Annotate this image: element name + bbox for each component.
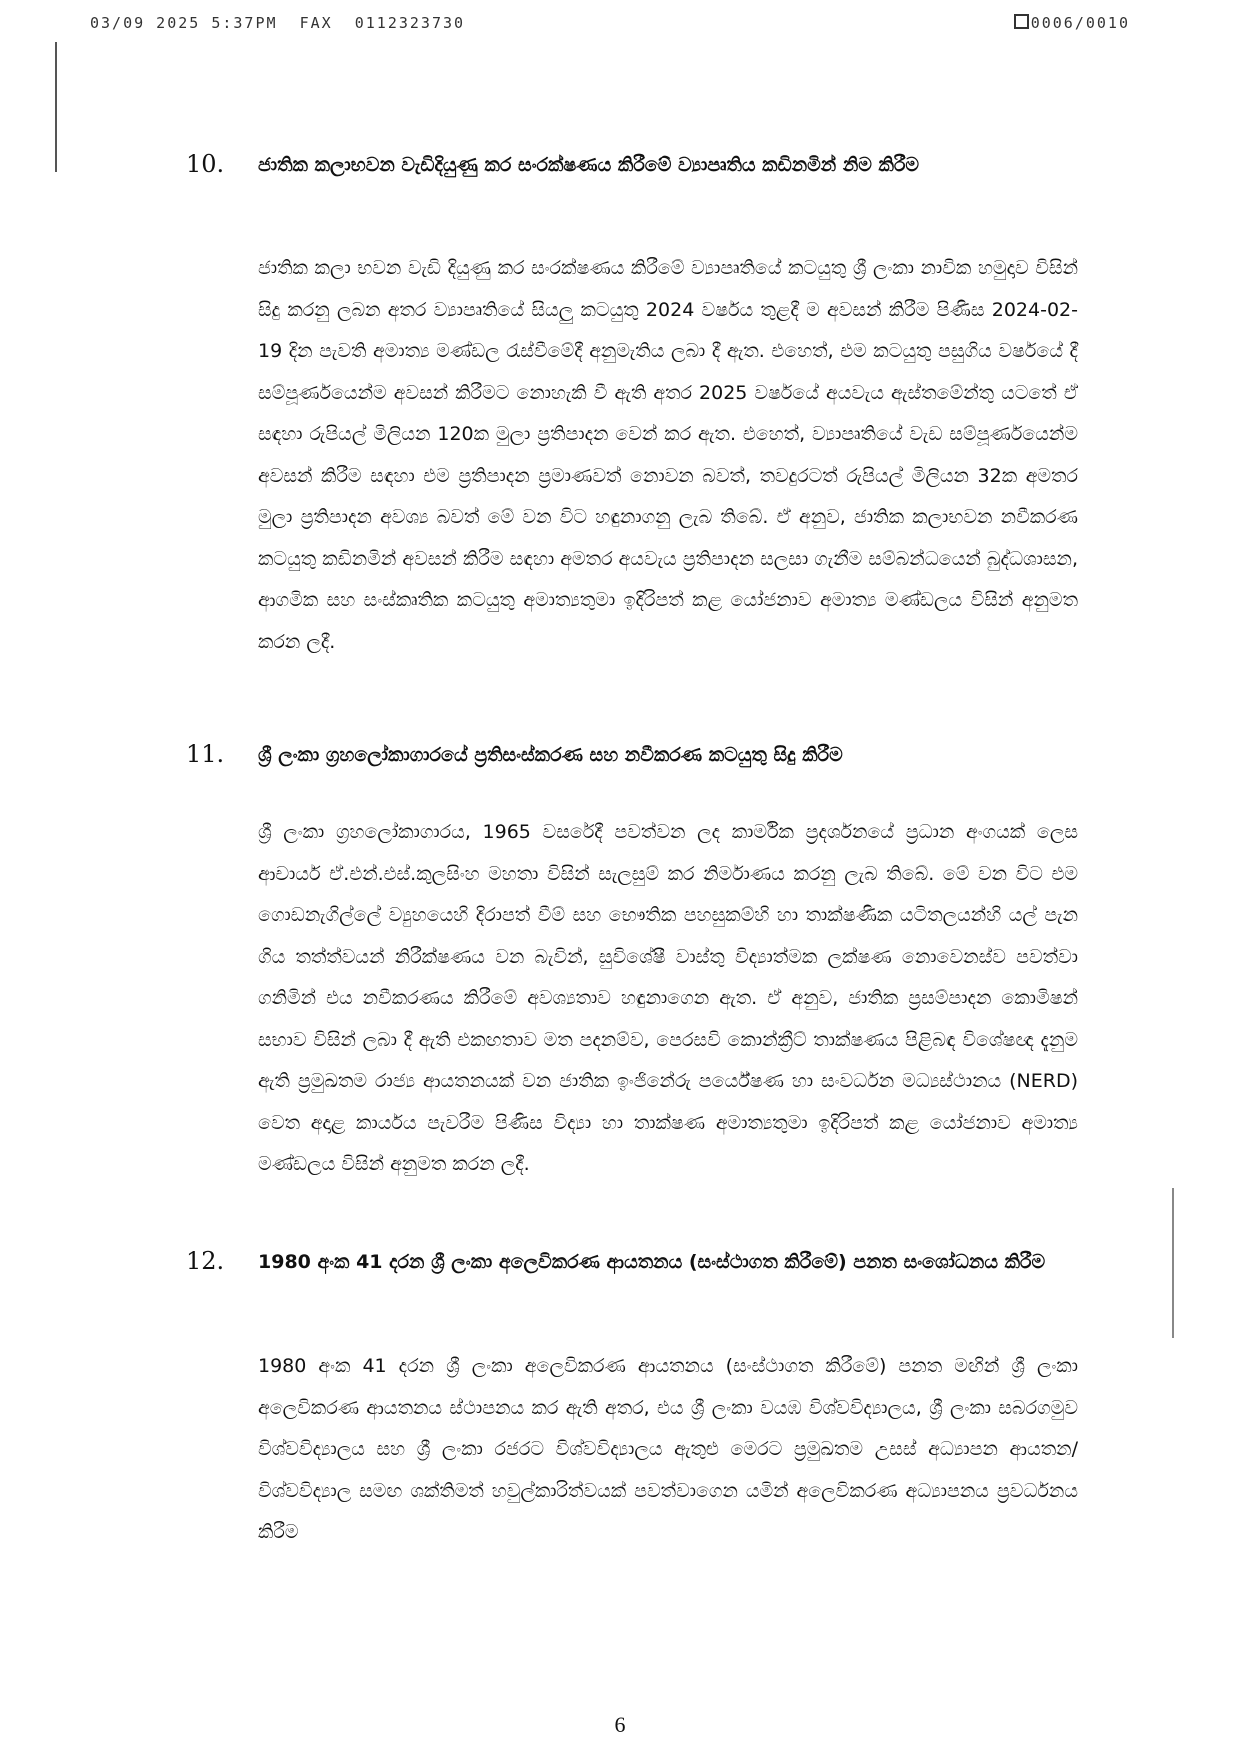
section-number: 11. [186,740,225,768]
section-number: 12. [186,1247,225,1275]
section-title: ශ්‍රී ලංකා ග්‍රහලෝකාගාරයේ ප්‍රතිසංස්කරණ සහ නවීකරණ කටයුතු සිදු කිරීම [258,744,843,766]
section-number: 10. [186,150,225,178]
fax-page-count: 0006/0010 [1030,14,1130,32]
scan-margin-line-right [1172,1188,1174,1338]
fax-page-counter [1014,14,1130,32]
section-body: ජාතික කලා භවන වැඩි දියුණු කර සංරක්ෂණය කිරීමේ ව්‍යාපෘතියේ කටයුතු ශ්‍රී ලංකා නාවික හමුදාව විසින් සිදු කරනු ලබන අතර ව්‍යාපෘතියේ සියලු කටයුතු 2024 වර්ෂය තුළදී ම අවසන් කිරීම පිණිස 2024-02-19 දින පැවති අමාත්‍ය මණ්ඩල රැස්වීමේදී අනුමැතිය ලබා දී ඇත. එහෙත්, එම කටයුතු පසුගිය වර්ෂයේ දී සම්පූර්ණයෙන්ම අවසන් කිරීමට නොහැකි වී ඇති අතර 2025 වර්ෂයේ අයවැය ඇස්තමේන්තු යටතේ ඒ සඳහා රුපියල් මිලියන 120ක මුලා ප්‍රතිපාදන වෙන් කර ඇත. එහෙත්, ව්‍යාපෘතියේ වැඩ සම්පූර්ණයෙන්ම අවසන් කිරීම සඳහා එම ප්‍රතිපාදන ප්‍රමාණවත් නොවන බවත්, තවදුරටත් රුපියල් මිලියන 32ක අමතර මුලා ප්‍රතිපාදන අවශ්‍ය බවත් මේ වන විට හඳුනාගනු ලැබ තිබේ. ඒ අනුව, ජාතික කලාභවන නවීකරණ කටයුතු කඩිනමින් අවසන් කිරීම සඳහා අමතර අයවැය ප්‍රතිපාදන සලසා ගැනීම සම්බන්ධයෙන් බුද්ධශාසන, ආගමික සහ සංස්කෘතික කටයුතු අමාත්‍යතුමා ඉදිරිපත් කළ යෝජනාව අමාත්‍ය මණ්ඩලය විසින් අනුමත කරන ලදී. [258,257,1078,653]
section-body: 1980 අංක 41 දරන ශ්‍රී ලංකා අලෙවිකරණ ආයතනය (සංස්ථාගත කිරීමේ) පනත මඟින් ශ්‍රී ලංකා අලෙවිකරණ ආයතනය ස්ථාපනය කර ඇති අතර, එය ශ්‍රී ලංකා වයඹ විශ්වවිද්‍යාලය, ශ්‍රී ලංකා සබරගමුව විශ්වවිද්‍යාලය සහ ශ්‍රී ලංකා රජරට විශ්වවිද්‍යාලය ඇතුළු මෙරට ප්‍රමුඛතම උසස් අධ්‍යාපන ආයතන/විශ්වවිද්‍යාල සමඟ ශක්තිමත් හවුල්කාරිත්වයක් පවත්වාගෙන යමින් අලෙවිකරණ අධ්‍යාපනය ප්‍රවර්ධනය කිරීම [258,1355,1078,1543]
fax-header [90,14,1130,38]
section-body: ශ්‍රී ලංකා ග්‍රහලෝකාගාරය, 1965 වසරේදී පවත්වන ලද කාර්මික ප්‍රදර්ශනයේ ප්‍රධාන අංගයක් ලෙස ආචාර්ය ඒ.එන්.එස්.කුලසිංහ මහතා විසින් සැලසුම් කර නිර්මාණය කරනු ලැබ තිබේ. මේ වන විට එම ගොඩනැගිල්ලේ ව්‍යුහයෙහි දිරාපත් වීම් සහ භෞතික පහසුකම්හි හා තාක්ෂණික යටිතලයන්හි යල් පැන ගිය තත්ත්වයන් නිරීක්ෂණය වන බැවින්, සුවිශේෂී වාස්තු විද්‍යාත්මක ලක්ෂණ නොවෙනස්ව පවත්වා ගනිමින් එය නවීකරණය කිරීමේ අවශ්‍යතාව හඳුනාගෙන ඇත. ඒ අනුව, ජාතික ප්‍රසම්පාදන කොමිෂන් සභාව විසින් ලබා දී ඇති එකඟතාව මත පදනම්ව, පෙරසවි කොන්ක්‍රීට් තාක්ෂණය පිළිබඳ විශේෂඥ දැනුම ඇති ප්‍රමුඛතම රාජ්‍ය ආයතනයක් වන ජාතික ඉංජිනේරු පර්යේෂණ හා සංවර්ධන මධ්‍යස්ථානය (NERD) වෙත අදාළ කාර්යය පැවරීම පිණිස විද්‍යා හා තාක්ෂණ අමාත්‍යතුමා ඉදිරිපත් කළ යෝජනාව අමාත්‍ය මණ්ඩලය විසින් අනුමත කරන ලදී. [258,821,1078,1175]
page-number: 6 [614,1712,626,1737]
section-title: 1980 අංක 41 දරන ශ්‍රී ලංකා අලෙවිකරණ ආයතනය (සංස්ථාගත කිරීමේ) පනත සංශෝධනය කිරීම [258,1251,1046,1273]
section-title: ජාතික කලාභවන වැඩිදියුණු කර සංරක්ෂණය කිරීමේ ව්‍යාපෘතිය කඩිනමින් නිම කිරීම [258,154,920,176]
fax-header-info: 03/09 2025 5:37PM FAX 0112323730 [90,14,466,32]
scan-margin-line [55,42,57,172]
fax-checkbox-icon [1014,14,1029,29]
